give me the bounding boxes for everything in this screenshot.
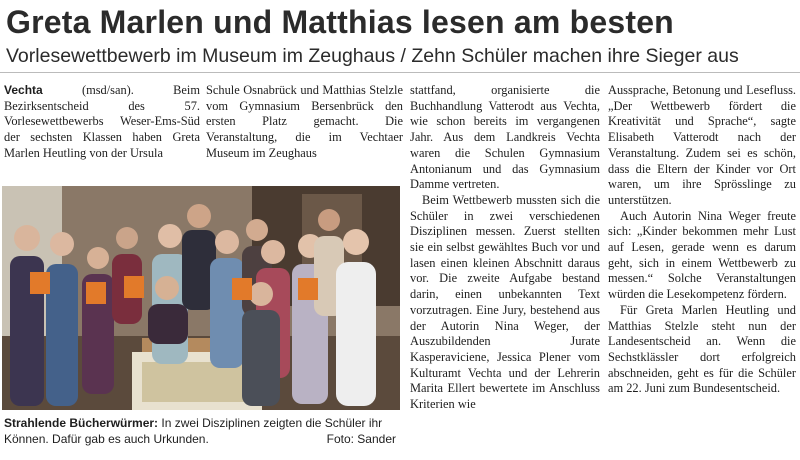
photo-illustration [2, 186, 400, 410]
caption-title: Strahlende Bücherwürmer: [4, 416, 159, 430]
text-column-4 [608, 83, 796, 397]
group-photo [2, 186, 400, 410]
text-column-3 [410, 83, 600, 413]
intro-text: (msd/san). Beim Bezirksentscheid des 57. Vorlesewettbewerbs Weser-Ems-Süd der sechsten Klassen haben Greta Marlen Heutling von der Ursula [4, 83, 200, 160]
photo-credit: Foto: Sander [326, 432, 396, 446]
caption-text: In zwei Disziplinen zeigten die Schüler ihr Können. Dafür gab es auch Urkunden. [4, 416, 383, 446]
paragraph-author-quote: Auch Autorin Nina Weger freute sich: „Kinder bekommen mehr Lust auf Lesen, gerade wenn es darum geht, sich in einem Wettbewerb zu messen.“ Solche Veranstaltungen würden die Lesekompetenz fördern. [608, 208, 796, 302]
photo-caption [4, 415, 396, 447]
paragraph-next-round: Für Greta Marlen Heutling und Matthias Stelzle steht nun der Landesentscheid an. Wenn die Sechstklässler dort erfolgreich abschneiden, geht es für die Schüler am 22. Juni zum Bundesentscheid. [608, 302, 796, 396]
paragraph-continued: Schule Osnabrück und Matthias Stelzle vom Gymnasium Bersenbrück den ersten Platz gemacht. Die Veranstaltung, die im Vechtaer Museum im Zeughaus [206, 83, 403, 160]
article-headline: Greta Marlen und Matthias lesen am besten [6, 4, 674, 40]
divider [0, 72, 800, 73]
article-subheadline: Vorlesewettbewerb im Museum im Zeughaus / Zehn Schüler machen ihre Sieger aus [6, 45, 739, 67]
paragraph-intro [4, 83, 200, 162]
dateline: Vechta [4, 83, 43, 97]
paragraph-criteria: Aussprache, Betonung und Lesefluss. „Der Wettbewerb fördert die Kreativität und Sprache“, sagte Elisabeth Vatterodt nach der Veranstaltung. Zudem sei es schön, dass die Eltern der Kinder vor Ort waren, um ihre Sprösslinge zu unterstützen. [608, 83, 796, 207]
text-column-1 [4, 83, 200, 162]
paragraph-competition: Beim Wettbewerb mussten sich die Schüler in zwei verschiedenen Disziplinen messen. Zuerst stellten sie ein selbst gewähltes Buch vor und lasen einen kleinen Abschnitt daraus vor. Die zweite Aufgabe bestand darin, einen unbekannten Text vorzutragen. Eine Jury, bestehend aus der Autorin Nina Weger, der Auszubildenden Jurate Kasperaviciene, Jessica Plener vom Kulturamt Vechta und der Lehrerin Marita Ellert bewertete im Anschluss Kriterien wie [410, 192, 600, 412]
paragraph-organizer: stattfand, organisierte die Buchhandlung Vatterodt aus Vechta, wie schon bereits im vergangenen Jahr. Aus dem Landkreis Vechta waren die Schulen Gymnasium Antonianum und das Gymnasium Damme vertreten. [410, 83, 600, 192]
text-column-2 [206, 83, 403, 162]
